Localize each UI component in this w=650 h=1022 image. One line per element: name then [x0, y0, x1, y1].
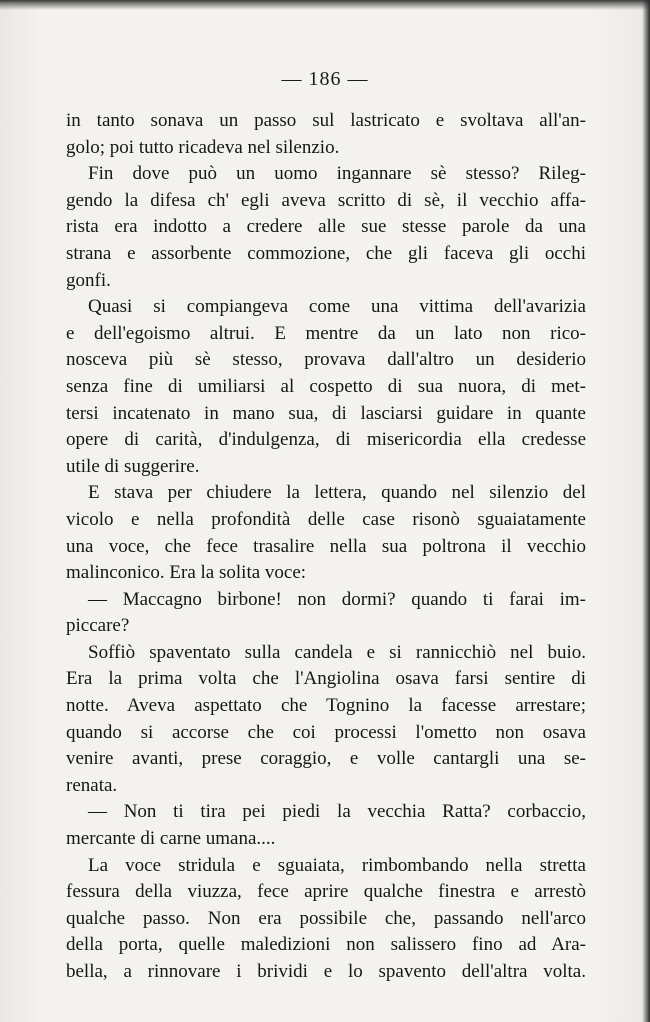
body-text — [66, 108, 586, 986]
text-line: piccare? — [66, 615, 130, 637]
text-line: — Maccagno birbone! non dormi? quando ti farai im- — [88, 588, 586, 610]
text-line: opere di carità, d'indulgenza, di misericordia ella credesse — [66, 429, 586, 451]
text-line: venire avanti, prese coraggio, e volle cantargli una se- — [66, 748, 586, 770]
text-line: gonfi. — [66, 269, 111, 291]
text-line: nosceva più sè stesso, provava dall'altro un desiderio — [66, 349, 586, 371]
text-line: una voce, che fece trasalire nella sua poltrona il vecchio — [66, 535, 586, 557]
text-line: vicolo e nella profondità delle case risonò sguaiatamente — [66, 508, 586, 530]
text-line: della porta, quelle maledizioni non salissero fino ad Ara- — [66, 934, 586, 956]
page-right-edge-shadow — [642, 0, 650, 1022]
text-line: in tanto sonava un passo sul lastricato e svoltava all'an- — [66, 110, 586, 131]
text-line: E stava per chiudere la lettera, quando nel silenzio del — [88, 482, 586, 504]
text-line: Era la prima volta che l'Angiolina osava farsi sentire di — [66, 668, 586, 690]
text-line: qualche passo. Non era possibile che, passando nell'arco — [66, 907, 586, 929]
text-line: Soffiò spaventato sulla candela e si rannicchiò nel buio. — [88, 641, 586, 663]
text-line: senza fine di umiliarsi al cospetto di sua nuora, di met- — [66, 375, 586, 397]
page-top-edge-shadow — [0, 0, 650, 10]
text-line: mercante di carne umana.... — [66, 828, 276, 850]
text-line: quando si accorse che coi processi l'ometto non osava — [66, 721, 586, 743]
text-line: — Non ti tira pei piedi la vecchia Ratta? corbaccio, — [88, 801, 586, 823]
text-line: fessura della viuzza, fece aprire qualche finestra e arrestò — [66, 881, 586, 903]
page-number: — 186 — — [281, 68, 369, 90]
text-line: golo; poi tutto ricadeva nel silenzio. — [66, 136, 340, 158]
text-line: rista era indotto a credere alle sue stesse parole da una — [66, 216, 586, 238]
text-line: e dell'egoismo altrui. E mentre da un lato non rico- — [66, 322, 586, 344]
text-line: malinconico. Era la solita voce: — [66, 562, 307, 584]
text-line: tersi incatenato in mano sua, di lasciarsi guidare in quante — [66, 402, 586, 424]
text-line: utile di suggerire. — [66, 455, 200, 477]
text-line: Fin dove può un uomo ingannare sè stesso? Rileg- — [88, 163, 586, 185]
text-line: bella, a rinnovare i brividi e lo spavento dell'altra volta. — [66, 961, 586, 982]
text-line: renata. — [66, 774, 118, 796]
text-line: gendo la difesa ch' egli aveva scritto di sè, il vecchio affa- — [66, 189, 586, 211]
text-line: Quasi si compiangeva come una vittima dell'avarizia — [88, 296, 586, 318]
text-line: notte. Aveva aspettato che Tognino la facesse arrestare; — [66, 695, 586, 717]
text-line: La voce stridula e sguaiata, rimbombando nella stretta — [88, 854, 586, 876]
text-line: strana e assorbente commozione, che gli faceva gli occhi — [66, 242, 586, 264]
